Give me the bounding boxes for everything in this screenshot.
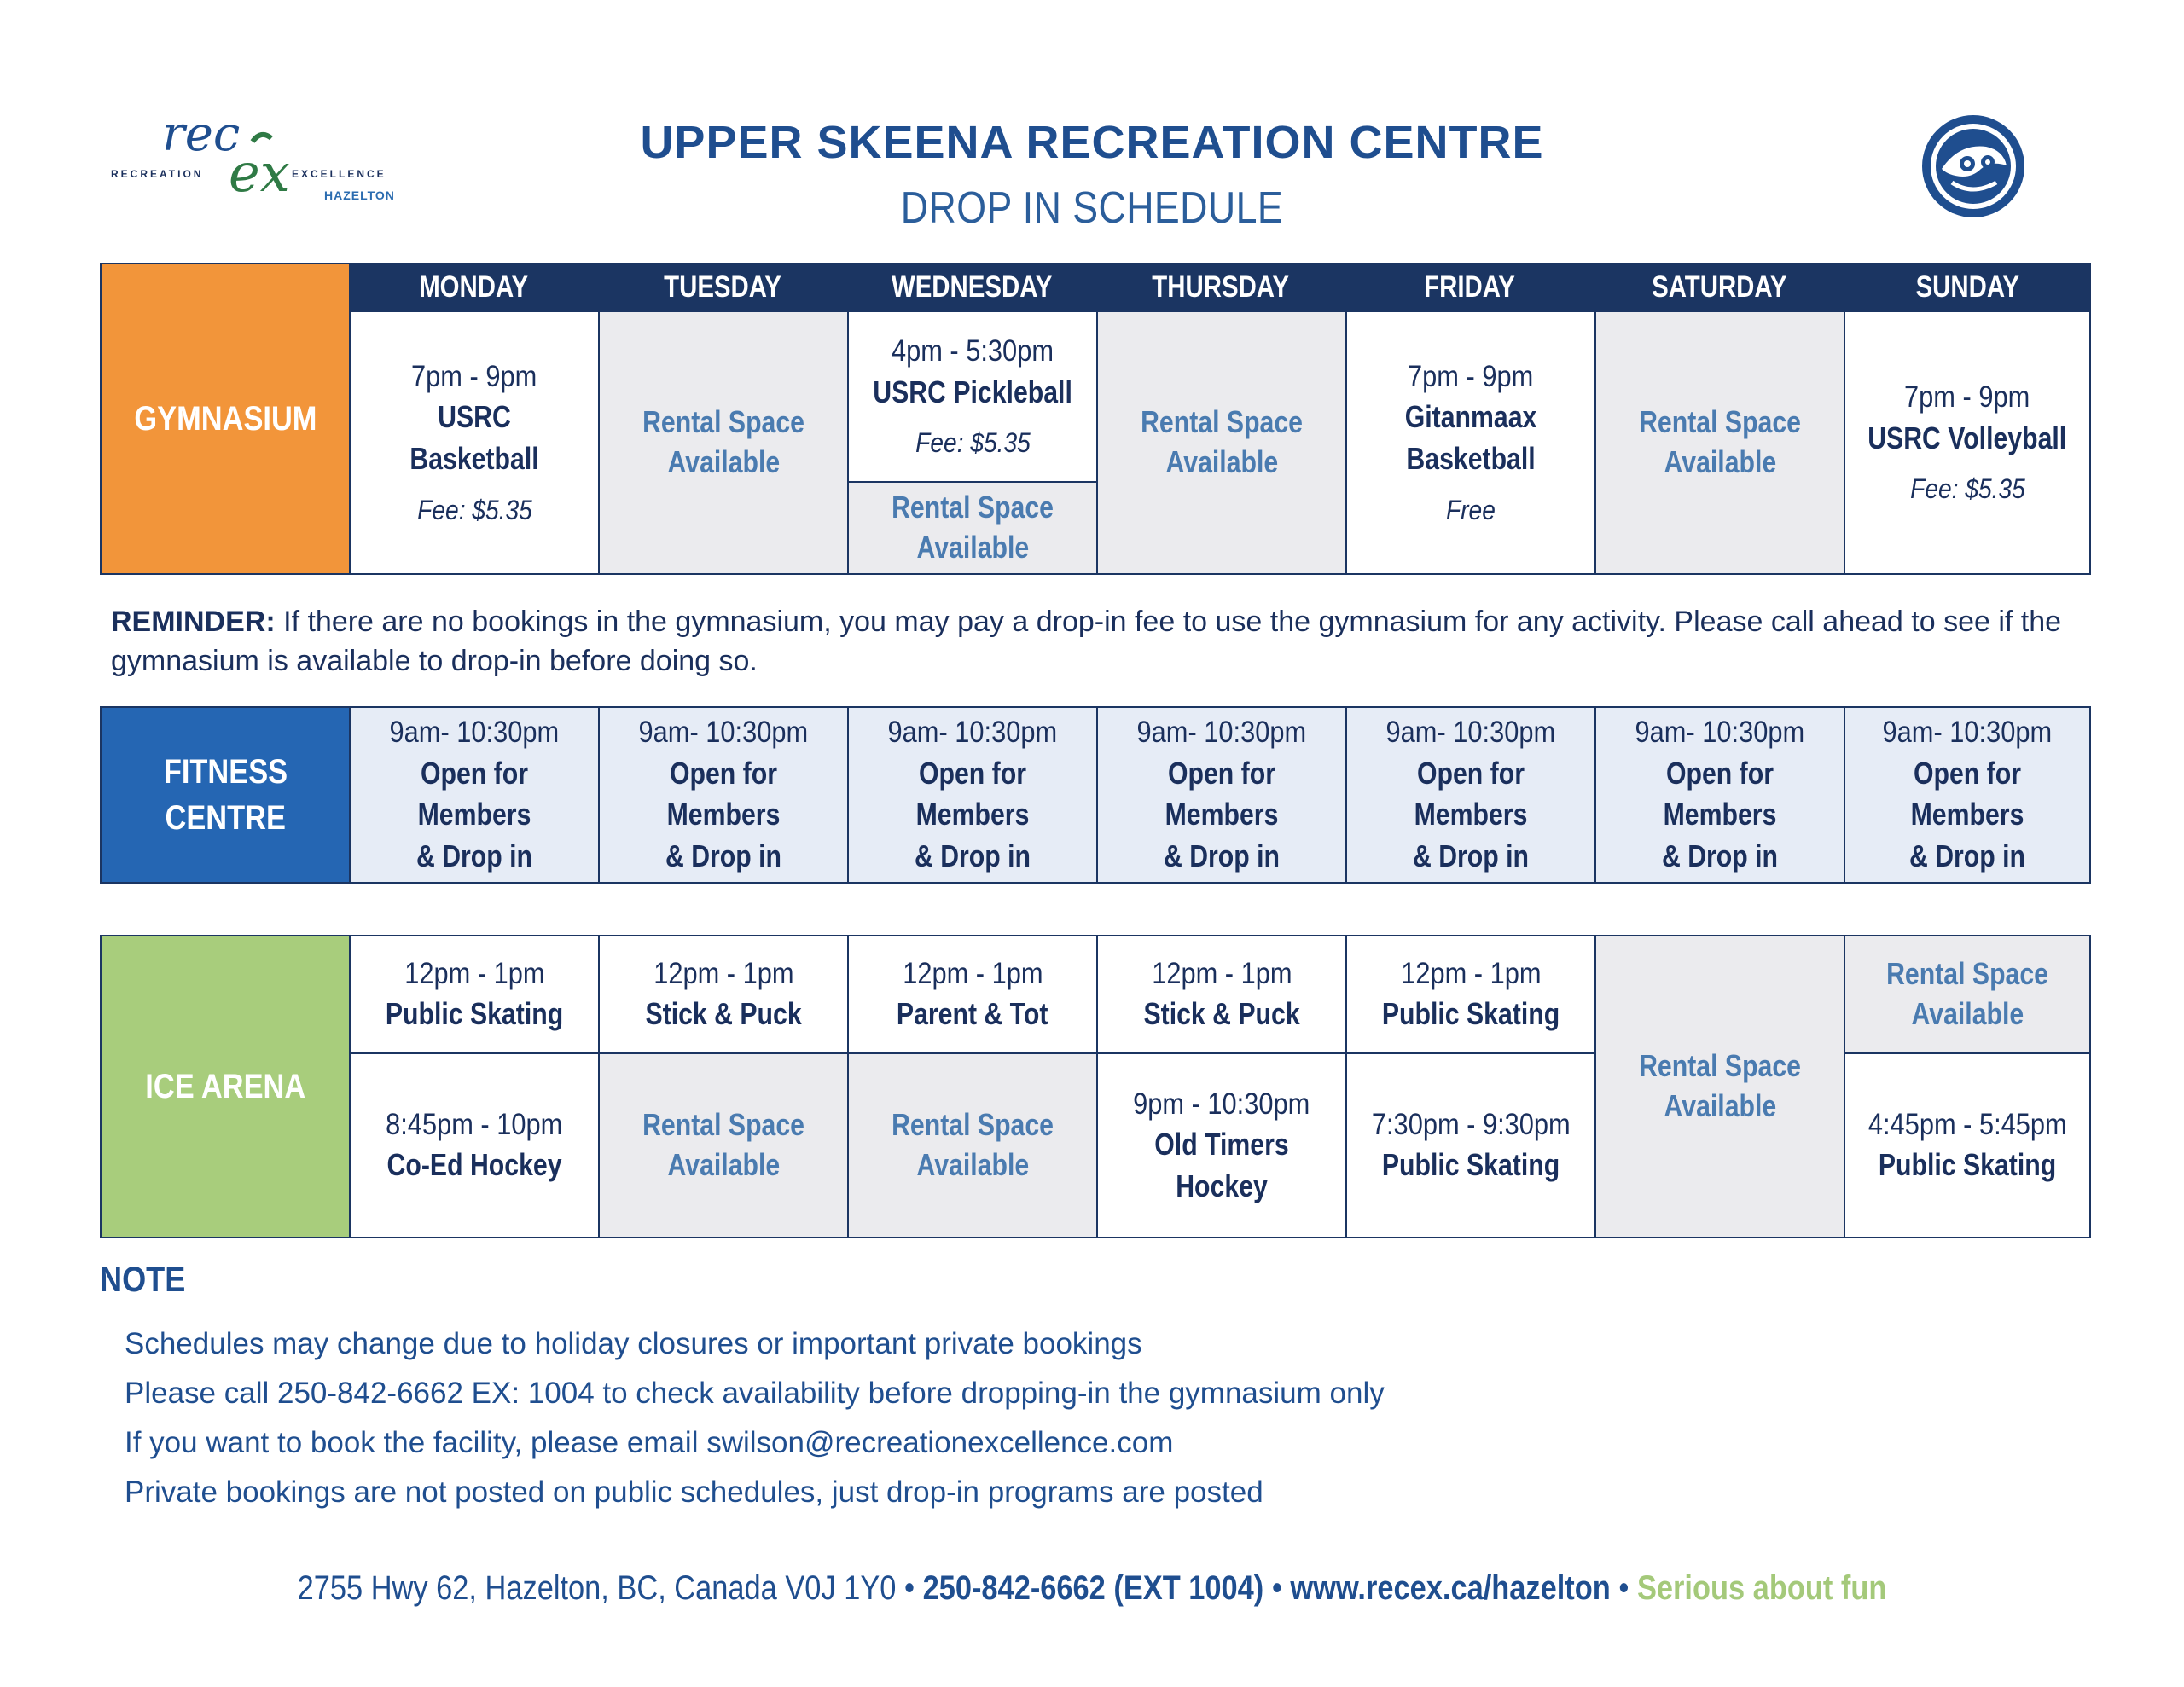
fitness-program: & Drop in: [1661, 838, 1779, 873]
gym-tuesday-cell: [598, 310, 849, 575]
day-header-tuesday: TUESDAY: [598, 263, 847, 312]
gym-sunday-cell: [1844, 310, 2091, 575]
gymnasium-label-cell: [100, 263, 351, 575]
logo-recreation-text: RECREATION: [111, 168, 204, 180]
fitness-program: & Drop in: [1163, 838, 1281, 873]
reminder-body: If there are no bookings in the gymnasium, you may pay a drop-in fee to use the gymnasium for any activity. Please call ahead to see if the gymnasium is available to drop-in before doing so.: [111, 606, 2062, 677]
ice-monday-bottom-cell: [349, 1052, 600, 1238]
ice-monday-top-cell: [349, 935, 600, 1054]
footer-website-link[interactable]: www.recex.ca/hazelton: [1290, 1569, 1611, 1607]
ice-saturday-cell: [1594, 935, 1845, 1238]
fitness-program: Open for Members: [915, 755, 1030, 832]
ice-sunday-bottom-cell: [1844, 1052, 2091, 1238]
logo-rec-text: rec: [162, 109, 241, 162]
footer-separator: •: [896, 1569, 923, 1607]
ice-top-time: 12pm - 1pm: [404, 957, 545, 991]
gym-friday-program: Gitanmaax: [1404, 399, 1537, 435]
note-line: Schedules may change due to holiday closures or important private bookings: [125, 1327, 1142, 1360]
rental-label: Available: [916, 530, 1029, 565]
gym-saturday-cell: [1594, 310, 1845, 575]
ice-arena-label-cell: [100, 935, 351, 1238]
note-line: Private bookings are not posted on public schedules, just drop-in programs are posted: [125, 1475, 1263, 1509]
ice-top-time: 12pm - 1pm: [1151, 957, 1292, 991]
fitness-time: 9am- 10:30pm: [1385, 716, 1556, 750]
fitness-program: & Drop in: [914, 838, 1031, 873]
gym-wednesday-fee: Fee: $5.35: [915, 427, 1031, 459]
ice-friday-bottom-program: Public Skating: [1381, 1147, 1560, 1183]
ice-top-program: Public Skating: [385, 996, 564, 1032]
rental-label: Available: [1165, 444, 1278, 479]
ice-thursday-bottom-cell: [1096, 1052, 1347, 1238]
rental-label: Available: [916, 1147, 1029, 1182]
ice-monday-bottom-program: Co-Ed Hockey: [386, 1147, 562, 1183]
first-nations-emblem-icon: [1918, 111, 2029, 222]
ice-sunday-top-cell: [1844, 935, 2091, 1054]
fitness-thursday-cell: [1096, 706, 1347, 884]
rental-label: Available: [667, 1147, 780, 1182]
gym-wednesday-program: USRC Pickleball: [873, 374, 1072, 409]
gym-sunday-program: USRC Volleyball: [1867, 420, 2067, 455]
footer-tagline: Serious about fun: [1636, 1569, 1887, 1607]
ice-top-program: Stick & Puck: [1143, 996, 1300, 1032]
gym-monday-time: 7pm - 9pm: [411, 360, 537, 394]
logo-excellence-text: EXCELLENCE: [292, 168, 386, 180]
note-line: Please call 250-842-6662 EX: 1004 to check availability before dropping-in the gymnasium only: [125, 1377, 1385, 1410]
day-header-wednesday: WEDNESDAY: [847, 263, 1096, 312]
gym-friday-cell: [1345, 310, 1596, 575]
rental-label: Rental Space: [1886, 956, 2048, 992]
fitness-label: FITNESS: [163, 753, 288, 791]
ice-monday-bottom-time: 8:45pm - 10pm: [386, 1108, 563, 1142]
rental-label: Rental Space: [642, 1107, 804, 1143]
gym-sunday-fee: Fee: $5.35: [1909, 473, 2025, 505]
page-title: UPPER SKEENA RECREATION CENTRE: [640, 117, 1544, 168]
fitness-time: 9am- 10:30pm: [1882, 716, 2053, 750]
rental-label: Available: [1664, 1088, 1776, 1123]
fitness-monday-cell: [349, 706, 600, 884]
gym-wednesday-time: 4pm - 5:30pm: [891, 334, 1054, 368]
footer: [0, 1569, 2184, 1608]
gym-wednesday-rental-cell: [847, 481, 1098, 575]
fitness-wednesday-cell: [847, 706, 1098, 884]
logo-hazelton-text: HAZELTON: [324, 188, 395, 202]
ice-friday-top-cell: [1345, 935, 1596, 1054]
gym-wednesday-cell: [847, 310, 1098, 483]
ice-friday-bottom-cell: [1345, 1052, 1596, 1238]
ice-thursday-bottom-time: 9pm - 10:30pm: [1133, 1087, 1310, 1121]
fitness-program: & Drop in: [665, 838, 782, 873]
ice-tuesday-top-cell: [598, 935, 849, 1054]
ice-top-time: 12pm - 1pm: [902, 957, 1043, 991]
fitness-time: 9am- 10:30pm: [389, 716, 560, 750]
rental-label: Rental Space: [892, 490, 1054, 525]
rental-label: Rental Space: [642, 404, 804, 440]
fitness-sunday-cell: [1844, 706, 2091, 884]
gym-sunday-time: 7pm - 9pm: [1904, 380, 2030, 415]
ice-top-program: Parent & Tot: [897, 996, 1048, 1032]
fitness-time: 9am- 10:30pm: [638, 716, 809, 750]
fitness-time: 9am- 10:30pm: [1635, 716, 1805, 750]
gymnasium-schedule: [100, 263, 2091, 575]
page-subtitle: DROP IN SCHEDULE: [900, 183, 1284, 233]
day-header-monday: MONDAY: [349, 263, 598, 312]
ice-friday-bottom-time: 7:30pm - 9:30pm: [1371, 1108, 1571, 1142]
rental-label: Rental Space: [892, 1107, 1054, 1143]
ice-wednesday-top-cell: [847, 935, 1098, 1054]
rental-label: Available: [1664, 444, 1776, 479]
rental-label: Available: [667, 444, 780, 479]
note-line: If you want to book the facility, please email swilson@recreationexcellence.com: [125, 1426, 1174, 1459]
ice-top-time: 12pm - 1pm: [1400, 957, 1542, 991]
fitness-schedule: [100, 706, 2091, 884]
fitness-program: Open for Members: [1414, 755, 1528, 832]
ice-sunday-bottom-time: 4:45pm - 5:45pm: [1867, 1108, 2067, 1142]
fitness-friday-cell: [1345, 706, 1596, 884]
footer-phone-link[interactable]: 250-842-6662 (EXT 1004): [922, 1569, 1264, 1607]
ice-thursday-top-cell: [1096, 935, 1347, 1054]
ice-sunday-bottom-program: Public Skating: [1878, 1147, 2057, 1183]
day-header-friday: FRIDAY: [1345, 263, 1594, 312]
day-header-thursday: THURSDAY: [1096, 263, 1345, 312]
reminder-label: REMINDER:: [111, 606, 276, 638]
day-header-saturday: SATURDAY: [1594, 263, 1844, 312]
gym-monday-fee: Fee: $5.35: [416, 494, 532, 525]
fitness-tuesday-cell: [598, 706, 849, 884]
day-header-sunday: SUNDAY: [1844, 263, 2091, 312]
ice-thursday-bottom-program: Old Timers Hockey: [1154, 1127, 1289, 1203]
ice-top-time: 12pm - 1pm: [653, 957, 794, 991]
gym-friday-time: 7pm - 9pm: [1408, 360, 1534, 394]
gym-friday-fee: Free: [1446, 494, 1496, 525]
fitness-program: Open for Members: [1910, 755, 2024, 832]
logo-ex-text: ex: [229, 142, 290, 204]
gym-monday-program: USRC Basketball: [410, 399, 539, 477]
ice-arena-label: ICE ARENA: [145, 1068, 305, 1105]
fitness-saturday-cell: [1594, 706, 1845, 884]
gym-thursday-cell: [1096, 310, 1347, 575]
reminder-text: [111, 602, 2073, 681]
ice-arena-schedule: [100, 935, 2091, 1238]
fitness-program: Open for Members: [417, 755, 531, 832]
gymnasium-label: GYMNASIUM: [133, 400, 317, 438]
fitness-program: & Drop in: [415, 838, 533, 873]
rental-label: Rental Space: [1639, 1048, 1801, 1084]
fitness-label-cell: [100, 706, 351, 884]
footer-address: 2755 Hwy 62, Hazelton, BC, Canada V0J 1Y0: [297, 1569, 897, 1607]
note-heading: NOTE: [100, 1259, 186, 1299]
fitness-time: 9am- 10:30pm: [1136, 716, 1307, 750]
gym-friday-program: Basketball: [1406, 441, 1536, 477]
fitness-program: Open for Members: [666, 755, 781, 832]
rental-label: Rental Space: [1639, 404, 1801, 440]
ice-tuesday-bottom-cell: [598, 1052, 849, 1238]
ice-top-program: Stick & Puck: [645, 996, 802, 1032]
fitness-program: & Drop in: [1412, 838, 1530, 873]
rental-label: Rental Space: [1141, 404, 1303, 440]
ice-wednesday-bottom-cell: [847, 1052, 1098, 1238]
ice-top-program: Public Skating: [1381, 996, 1560, 1032]
gym-monday-cell: [349, 310, 600, 575]
fitness-label: CENTRE: [165, 799, 286, 837]
fitness-program: & Drop in: [1908, 838, 2026, 873]
fitness-program: Open for Members: [1663, 755, 1777, 832]
fitness-program: Open for Members: [1165, 755, 1279, 832]
footer-separator: •: [1610, 1569, 1637, 1607]
fitness-time: 9am- 10:30pm: [887, 716, 1058, 750]
footer-separator: •: [1263, 1569, 1291, 1607]
rental-label: Available: [1911, 996, 2024, 1031]
